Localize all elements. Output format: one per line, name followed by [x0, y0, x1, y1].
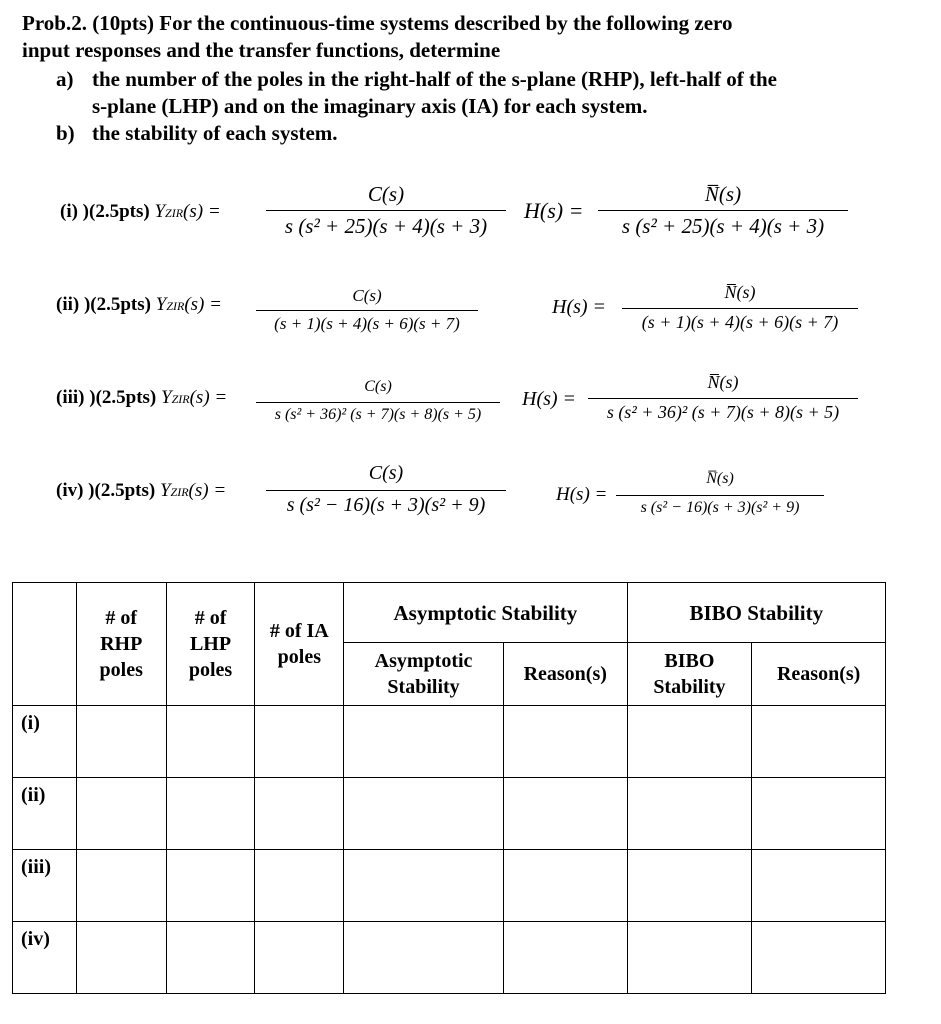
answer-cell[interactable] [752, 922, 886, 994]
system-iv-h-label: H(s) = [556, 484, 608, 505]
answer-cell[interactable] [166, 778, 255, 850]
header-asymptotic-reason: Reason(s) [503, 643, 627, 706]
answer-cell[interactable] [627, 706, 752, 778]
answer-cell[interactable] [76, 922, 166, 994]
header-ia-text: # of IA poles [269, 620, 329, 668]
part-a-tag: a) [56, 67, 74, 91]
answer-cell[interactable] [255, 850, 344, 922]
header-bibo-reason: Reason(s) [752, 643, 886, 706]
answer-cell[interactable] [627, 850, 752, 922]
header-bibo-text: BIBO Stability [653, 650, 726, 698]
system-iv-y-fraction [266, 462, 506, 522]
system-i-tag: (i) )(2.5pts) [60, 201, 150, 222]
table-corner-cell [13, 583, 77, 706]
system-ii-y-sub: ZIR [166, 299, 185, 313]
answer-table [12, 582, 886, 994]
answer-cell[interactable] [76, 706, 166, 778]
system-ii-y-numerator: C(s) [352, 286, 382, 305]
system-i-y-numerator: C(s) [367, 182, 405, 206]
fraction-bar [266, 210, 506, 211]
answer-cell[interactable] [627, 778, 752, 850]
answer-cell[interactable] [344, 850, 504, 922]
row-label-ii: (ii) [13, 778, 77, 850]
system-i-h-fraction [598, 182, 848, 242]
system-i-y-arg: (s) = [183, 201, 221, 222]
header-rhp-text: # of RHP poles [99, 607, 143, 681]
system-iv-label [56, 480, 226, 502]
answer-cell[interactable] [627, 922, 752, 994]
problem-statement [22, 10, 922, 64]
system-ii-y-arg: (s) = [184, 294, 222, 315]
part-b [56, 120, 656, 148]
system-iii-y-numerator: C(s) [364, 378, 392, 395]
system-iv-y-fn: Y [159, 480, 171, 501]
system-iii-y-fraction [256, 378, 500, 430]
row-label-iii: (iii) [13, 850, 77, 922]
fraction-bar [588, 398, 858, 399]
system-ii-y-denominator: (s + 1)(s + 4)(s + 6)(s + 7) [274, 314, 460, 333]
part-a [56, 66, 916, 122]
part-a-line-1: the number of the poles in the right-half of the s-plane (RHP), left-half of the [92, 67, 777, 91]
system-iii-h-label: H(s) = [522, 388, 577, 410]
table-row [13, 850, 886, 922]
problem-line-1: Prob.2. (10pts) For the continuous-time systems described by the following zero [22, 11, 733, 35]
system-iii-y-fn: Y [161, 387, 172, 408]
system-ii-h-label: H(s) = [552, 296, 607, 318]
system-iii-y-sub: ZIR [171, 392, 190, 406]
answer-cell[interactable] [503, 850, 627, 922]
answer-cell[interactable] [166, 922, 255, 994]
system-i-h-denominator: s (s² + 25)(s + 4)(s + 3) [621, 214, 825, 238]
fraction-bar [616, 495, 824, 496]
system-iv-y-numerator: C(s) [368, 462, 404, 484]
system-ii-h-fraction [622, 282, 858, 338]
system-iv-y-arg: (s) = [188, 480, 227, 501]
system-iii-h-numerator: N̅(s) [707, 372, 739, 392]
answer-cell[interactable] [255, 778, 344, 850]
header-lhp-poles [166, 583, 255, 706]
fraction-bar [598, 210, 848, 211]
header-bibo [627, 643, 752, 706]
system-iii-h-fraction [588, 372, 858, 428]
row-label-i: (i) [13, 706, 77, 778]
system-i-label [60, 201, 221, 223]
system-i-y-denominator: s (s² + 25)(s + 4)(s + 3) [284, 214, 488, 238]
system-ii-tag: (ii) )(2.5pts) [56, 294, 151, 315]
answer-cell[interactable] [503, 706, 627, 778]
answer-cell[interactable] [752, 778, 886, 850]
fraction-bar [256, 310, 478, 311]
system-iv-tag: (iv) )(2.5pts) [56, 480, 156, 501]
answer-cell[interactable] [503, 778, 627, 850]
header-asymptotic [344, 643, 504, 706]
part-b-tag: b) [56, 121, 75, 145]
answer-cell[interactable] [503, 922, 627, 994]
system-iv-y-denominator: s (s² − 16)(s + 3)(s² + 9) [286, 494, 486, 516]
system-ii-y-fraction [256, 286, 478, 338]
fraction-bar [266, 490, 506, 491]
part-b-line-1: the stability of each system. [92, 121, 338, 145]
table-row [13, 706, 886, 778]
system-i-h-label: H(s) = [524, 198, 584, 223]
answer-cell[interactable] [344, 706, 504, 778]
header-rhp-poles [76, 583, 166, 706]
answer-cell[interactable] [752, 706, 886, 778]
system-iii-y-denominator: s (s² + 36)² (s + 7)(s + 8)(s + 5) [274, 406, 482, 423]
system-iv-y-sub: ZIR [170, 485, 189, 499]
system-iii-y-arg: (s) = [189, 387, 228, 408]
answer-cell[interactable] [255, 706, 344, 778]
system-ii-h-denominator: (s + 1)(s + 4)(s + 6)(s + 7) [641, 312, 839, 332]
header-bibo-group: BIBO Stability [627, 583, 885, 643]
system-iv-h-numerator: N̅(s) [706, 470, 734, 487]
system-iii-tag: (iii) )(2.5pts) [56, 387, 157, 408]
answer-cell[interactable] [76, 850, 166, 922]
answer-cell[interactable] [255, 922, 344, 994]
system-ii-label [56, 294, 222, 316]
fraction-bar [256, 402, 500, 403]
system-i-y-sub: ZIR [165, 206, 184, 220]
problem-line-2: input responses and the transfer functions, determine [22, 38, 501, 62]
system-i-y-fraction [266, 182, 506, 242]
system-iii-label [56, 387, 227, 409]
header-asymptotic-text: Asymptotic Stability [374, 650, 473, 698]
system-ii-h-numerator: N̅(s) [724, 282, 756, 302]
system-i-y-fn: Y [154, 201, 166, 222]
fraction-bar [622, 308, 858, 309]
answer-cell[interactable] [344, 778, 504, 850]
table-row [13, 778, 886, 850]
answer-cell[interactable] [344, 922, 504, 994]
header-lhp-text: # of LHP poles [188, 607, 233, 681]
system-iv-h-fraction [616, 470, 824, 524]
answer-cell[interactable] [752, 850, 886, 922]
row-label-iv: (iv) [13, 922, 77, 994]
system-iii-h-denominator: s (s² + 36)² (s + 7)(s + 8)(s + 5) [606, 402, 840, 422]
system-i-h-numerator: N̅(s) [704, 182, 742, 206]
system-iv-h-denominator: s (s² − 16)(s + 3)(s² + 9) [640, 499, 800, 516]
part-a-line-2: s-plane (LHP) and on the imaginary axis (IA) for each system. [92, 94, 648, 118]
answer-cell[interactable] [166, 850, 255, 922]
header-asymptotic-group: Asymptotic Stability [344, 583, 627, 643]
answer-cell[interactable] [76, 778, 166, 850]
answer-cell[interactable] [166, 706, 255, 778]
table-row [13, 922, 886, 994]
header-ia-poles [255, 583, 344, 706]
system-ii-y-fn: Y [155, 294, 167, 315]
